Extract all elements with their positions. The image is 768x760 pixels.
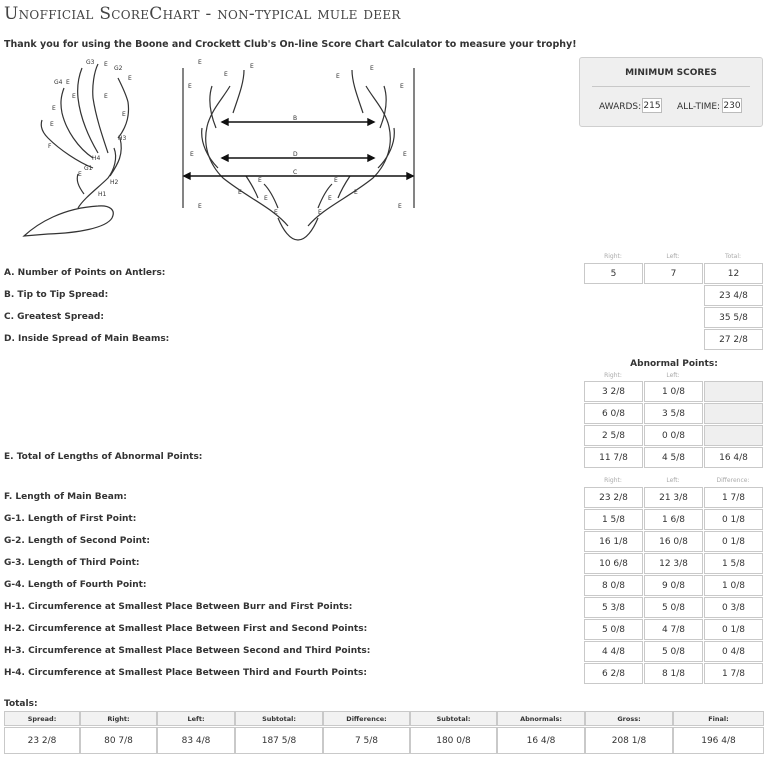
diagram-label-right: E bbox=[190, 151, 194, 158]
h1-difference-cell: 0 3/8 bbox=[704, 597, 763, 618]
totals-label: Totals: bbox=[4, 699, 38, 709]
row-label-g4: G-4. Length of Fourth Point: bbox=[4, 580, 147, 590]
g2-right-cell[interactable]: 16 1/8 bbox=[584, 531, 643, 552]
diagram-label-right: E bbox=[370, 65, 374, 72]
row-label-inside-spread: D. Inside Spread of Main Beams: bbox=[4, 334, 170, 344]
measure-label-d: D bbox=[293, 151, 298, 158]
row-label-g2: G-2. Length of Second Point: bbox=[4, 536, 150, 546]
tine-g2 bbox=[93, 64, 108, 153]
totals-left-cell: 83 4/8 bbox=[157, 727, 235, 754]
abnormal-right-cell[interactable]: 3 2/8 bbox=[584, 381, 643, 402]
diagram-label-left: G2 bbox=[114, 65, 123, 72]
right-beam bbox=[308, 86, 390, 226]
points-total-cell: 12 bbox=[704, 263, 763, 284]
main-beam-difference-cell: 1 7/8 bbox=[704, 487, 763, 508]
diagram-label-right: E bbox=[198, 203, 202, 210]
tine-e bbox=[118, 78, 129, 138]
diagram-label-right: E bbox=[334, 177, 338, 184]
row-label-h4: H-4. Circumference at Smallest Place Between Third and Fourth Points: bbox=[4, 668, 367, 678]
row-label-g3: G-3. Length of Third Point: bbox=[4, 558, 140, 568]
row-label-main-beam: F. Length of Main Beam: bbox=[4, 492, 127, 502]
points-left-cell[interactable]: 7 bbox=[644, 263, 703, 284]
minimum-scores-panel bbox=[579, 57, 763, 127]
inside-spread-cell[interactable]: 27 2/8 bbox=[704, 329, 763, 350]
abnormal-total-cell: 16 4/8 bbox=[704, 447, 763, 468]
measure-label-b: B bbox=[293, 115, 298, 122]
row-label-abnormal-total: E. Total of Lengths of Abnormal Points: bbox=[4, 452, 203, 462]
h3-difference-cell: 0 4/8 bbox=[704, 641, 763, 662]
row-label-h1: H-1. Circumference at Smallest Place Between Burr and First Points: bbox=[4, 602, 353, 612]
antler-front-diagram bbox=[178, 58, 420, 243]
totals-final-cell: 196 4/8 bbox=[673, 727, 764, 754]
abnormal-left-cell[interactable]: 3 5/8 bbox=[644, 403, 703, 424]
h1-left-cell[interactable]: 5 0/8 bbox=[644, 597, 703, 618]
g1-right-cell[interactable]: 1 5/8 bbox=[584, 509, 643, 530]
divider bbox=[592, 86, 750, 87]
g3-right-cell[interactable]: 10 6/8 bbox=[584, 553, 643, 574]
tip-to-tip-cell[interactable]: 23 4/8 bbox=[704, 285, 763, 306]
diagram-label-right: E bbox=[264, 195, 268, 202]
h3-left-cell[interactable]: 5 0/8 bbox=[644, 641, 703, 662]
diagram-label-left: F bbox=[48, 143, 52, 150]
row-label-tip-to-tip: B. Tip to Tip Spread: bbox=[4, 290, 109, 300]
diagram-label-right: E bbox=[188, 83, 192, 90]
arrow-d-left bbox=[222, 155, 228, 161]
antler-side-diagram bbox=[18, 58, 138, 243]
col-header-right: Right: bbox=[604, 253, 622, 260]
diagram-label-left: E bbox=[78, 171, 82, 178]
arrow-b-left bbox=[222, 119, 228, 125]
g4-difference-cell: 1 0/8 bbox=[704, 575, 763, 596]
alltime-label: ALL-TIME: bbox=[677, 102, 721, 112]
diagram-label-left: E bbox=[72, 93, 76, 100]
h4-left-cell[interactable]: 8 1/8 bbox=[644, 663, 703, 684]
h4-right-cell[interactable]: 6 2/8 bbox=[584, 663, 643, 684]
abnormal-blank-cell bbox=[704, 425, 763, 446]
abnormal-right-cell[interactable]: 6 0/8 bbox=[584, 403, 643, 424]
totals-header-spread: Spread: bbox=[4, 711, 80, 726]
g3-difference-cell: 1 5/8 bbox=[704, 553, 763, 574]
col-header-total: Total: bbox=[724, 253, 742, 260]
diagram-label-right: E bbox=[318, 209, 322, 216]
col-header-difference: Difference: bbox=[716, 477, 750, 484]
totals-header-right: Right: bbox=[80, 711, 157, 726]
diagram-label-left: H1 bbox=[98, 191, 107, 198]
totals-header-abnormals: Abnormals: bbox=[497, 711, 585, 726]
diagram-label-left: G1 bbox=[84, 165, 93, 172]
abnormal-right-cell[interactable]: 2 5/8 bbox=[584, 425, 643, 446]
diagram-label-left: E bbox=[50, 121, 54, 128]
totals-right-cell: 80 7/8 bbox=[80, 727, 157, 754]
arrow-d-right bbox=[368, 155, 374, 161]
diagram-label-right: E bbox=[400, 83, 404, 90]
totals-abnormals-cell: 16 4/8 bbox=[497, 727, 585, 754]
abnormal-left-cell[interactable]: 0 0/8 bbox=[644, 425, 703, 446]
arrow-c-left bbox=[184, 173, 190, 179]
diagram-label-right: E bbox=[238, 189, 242, 196]
g4-right-cell[interactable]: 8 0/8 bbox=[584, 575, 643, 596]
diagram-label-right: E bbox=[224, 71, 228, 78]
diagram-label-right: E bbox=[403, 151, 407, 158]
main-beam-left-cell[interactable]: 21 3/8 bbox=[644, 487, 703, 508]
diagram-label-left: E bbox=[66, 79, 70, 86]
arrow-c-right bbox=[407, 173, 413, 179]
g4-left-cell[interactable]: 9 0/8 bbox=[644, 575, 703, 596]
h1-right-cell[interactable]: 5 3/8 bbox=[584, 597, 643, 618]
diagram-label-right: E bbox=[398, 203, 402, 210]
diagram-label-right: E bbox=[354, 189, 358, 196]
main-beam-right-cell[interactable]: 23 2/8 bbox=[584, 487, 643, 508]
col-header-left: Left: bbox=[666, 372, 680, 379]
totals-subtotal-cell: 180 0/8 bbox=[410, 727, 497, 754]
totals-header-final: Final: bbox=[673, 711, 764, 726]
col-header-left: Left: bbox=[666, 477, 680, 484]
g2-difference-cell: 0 1/8 bbox=[704, 531, 763, 552]
h4-difference-cell: 1 7/8 bbox=[704, 663, 763, 684]
diagram-label-right: E bbox=[274, 209, 278, 216]
skull-shape bbox=[24, 206, 113, 236]
left-beam bbox=[206, 86, 288, 226]
minimum-scores-heading: MINIMUM SCORES bbox=[625, 68, 717, 78]
diagram-label-left: H2 bbox=[110, 179, 119, 186]
h2-left-cell[interactable]: 4 7/8 bbox=[644, 619, 703, 640]
h2-difference-cell: 0 1/8 bbox=[704, 619, 763, 640]
row-label-h3: H-3. Circumference at Smallest Place Between Second and Third Points: bbox=[4, 646, 371, 656]
abnormal-total-right-cell: 11 7/8 bbox=[584, 447, 643, 468]
diagram-label-right: E bbox=[198, 59, 202, 66]
tine-g4 bbox=[61, 88, 93, 158]
page-subtitle: Thank you for using the Boone and Crockett Club's On-line Score Chart Calculator to measure your trophy! bbox=[4, 39, 577, 50]
totals-header-gross: Gross: bbox=[585, 711, 673, 726]
totals-header-left: Left: bbox=[157, 711, 235, 726]
g2-left-cell[interactable]: 16 0/8 bbox=[644, 531, 703, 552]
totals-gross-cell: 208 1/8 bbox=[585, 727, 673, 754]
totals-subtotal-cell: 187 5/8 bbox=[235, 727, 323, 754]
diagram-label-right: E bbox=[258, 177, 262, 184]
diagram-label-left: E bbox=[104, 61, 108, 68]
abnormal-total-left-cell: 4 5/8 bbox=[644, 447, 703, 468]
g1-difference-cell: 0 1/8 bbox=[704, 509, 763, 530]
page-title: Unofficial ScoreChart - non-typical mule deer bbox=[4, 4, 401, 24]
col-header-right: Right: bbox=[604, 477, 622, 484]
diagram-label-left: H3 bbox=[118, 135, 127, 142]
diagram-label-left: E bbox=[104, 93, 108, 100]
h3-right-cell[interactable]: 4 4/8 bbox=[584, 641, 643, 662]
diagram-label-left: G4 bbox=[54, 79, 63, 86]
col-header-left: Left: bbox=[666, 253, 680, 260]
abnormal-left-cell[interactable]: 1 0/8 bbox=[644, 381, 703, 402]
arrow-b-right bbox=[368, 119, 374, 125]
alltime-score: 230 bbox=[722, 98, 742, 113]
awards-score: 215 bbox=[642, 98, 662, 113]
totals-header-subtotal: Subtotal: bbox=[235, 711, 323, 726]
diagram-label-left: E bbox=[122, 111, 126, 118]
greatest-spread-cell[interactable]: 35 5/8 bbox=[704, 307, 763, 328]
row-label-points: A. Number of Points on Antlers: bbox=[4, 268, 166, 278]
diagram-label-left: H4 bbox=[92, 155, 101, 162]
measure-label-c: C bbox=[293, 169, 298, 176]
col-header-right: Right: bbox=[604, 372, 622, 379]
g3-left-cell[interactable]: 12 3/8 bbox=[644, 553, 703, 574]
awards-label: AWARDS: bbox=[599, 102, 642, 112]
diagram-label-left: E bbox=[52, 105, 56, 112]
abnormal-blank-cell bbox=[704, 381, 763, 402]
diagram-label-right: E bbox=[336, 73, 340, 80]
abnormal-points-title: Abnormal Points: bbox=[630, 359, 718, 369]
abnormal-blank-cell bbox=[704, 403, 763, 424]
points-right-cell[interactable]: 5 bbox=[584, 263, 643, 284]
diagram-label-left: G3 bbox=[86, 59, 95, 66]
diagram-label-right: E bbox=[328, 195, 332, 202]
row-label-h2: H-2. Circumference at Smallest Place Between First and Second Points: bbox=[4, 624, 368, 634]
totals-header-subtotal: Subtotal: bbox=[410, 711, 497, 726]
row-label-g1: G-1. Length of First Point: bbox=[4, 514, 137, 524]
totals-header-difference: Difference: bbox=[323, 711, 410, 726]
diagram-label-left: E bbox=[128, 75, 132, 82]
row-label-greatest-spread: C. Greatest Spread: bbox=[4, 312, 104, 322]
g1-left-cell[interactable]: 1 6/8 bbox=[644, 509, 703, 530]
totals-spread-cell: 23 2/8 bbox=[4, 727, 80, 754]
totals-difference-cell: 7 5/8 bbox=[323, 727, 410, 754]
h2-right-cell[interactable]: 5 0/8 bbox=[584, 619, 643, 640]
diagram-label-right: E bbox=[250, 63, 254, 70]
